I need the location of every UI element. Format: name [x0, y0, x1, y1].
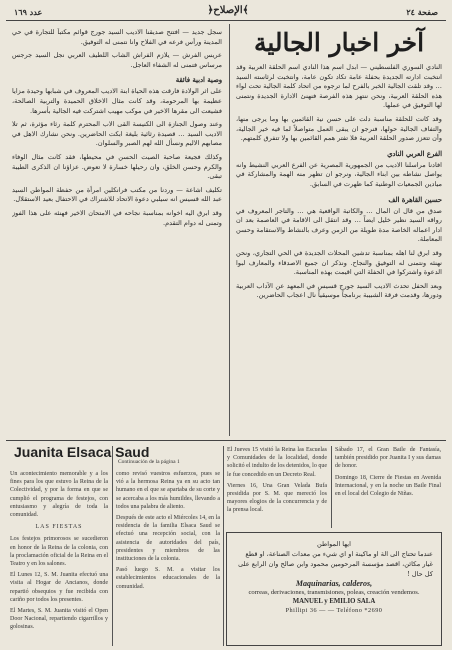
page-number-label: صفحة ٢٤	[406, 7, 438, 17]
spanish-paragraph: Domingo 18, Cierre de Fiestas en Avenida Internacional, y en la noche un Baile Final en el local del Colegio de Niñas.	[335, 474, 441, 498]
spanish-paragraph: como revisó vuestros esfuerzos, pues se vió a la hermosa Reina ya en su acto tan humano en el que se apartaba de su corte y se acercaba a los más humildes, llevando a todos una palabra de aliento.	[116, 471, 220, 510]
spanish-column-4	[335, 446, 441, 528]
column-divider	[112, 446, 113, 646]
spanish-paragraph: Pasó luego S. M. a visitar los establecimientos educacionales de la comunidad.	[116, 567, 220, 590]
spanish-article-title: Juanita Elsaca Saud	[14, 444, 150, 460]
section-subheading: حسين القاهرة الف	[388, 195, 442, 204]
article-paragraph: وبعد الحفل تحدث الاديب السيد جورج قسيس في المعهد عن الآداب العربية ودورها، وقدمت فرقة الشبيبة برنامجاً موسيقياً نال اعجاب الحاضرين.	[236, 281, 442, 300]
column-divider	[331, 446, 332, 528]
continued-note: Continuación de la página 1	[118, 459, 180, 465]
section-subheading: الفرع العربي النادي	[387, 149, 442, 158]
spanish-paragraph: Los festejos primorosos se sucedieron en honor de la Reina de la colonia, con la proclamación oficial de la Reina en el Teatro y en los salones.	[10, 536, 108, 568]
page-header	[8, 4, 444, 20]
article-paragraph: وكذلك فجيعة صاحبة الصيت الحسن في محيطها، فقد كانت مثال الوفاء والكرم وحسن الخلق، وان رحيلها خسارة لا تعوض. عزاؤنا ان الذكرى الطيبة تبقى.	[12, 152, 222, 181]
column-divider	[229, 24, 230, 436]
header-rule	[6, 20, 446, 21]
ad-brand: Maquinarias, calderos,	[295, 579, 373, 588]
middle-article-body	[12, 28, 222, 228]
article-paragraph: النادي السوري الفلسطيني — ابدل اسم هذا النادي اسم الحلقة العربية وقد انتخبت ادارته الجديدة بحفلة عامة تكاد تكون عامة، وانتخبت لرئاسته السيد … وقد تلقت الجالية الخبر بالفرح لما ترجوه من اتحاد كلمة الجالية تحت لواء هذه الحلقة العربية، ونحن ننتهز هذه الفرصة فنهنئ الادارة الجديدة ونتمنى لها التوفيق في عملها.	[236, 63, 442, 110]
right-article-column	[236, 26, 442, 436]
spanish-paragraph: El Martes, S. M. Juanita visitó el Open Door Nacional, repartiendo cigarrillos y golosinas.	[10, 608, 108, 631]
column-divider	[223, 446, 224, 646]
spanish-paragraph: LAS FIESTAS	[35, 524, 83, 531]
article-paragraph: على اثر الولادة فارقت هذه الحياة ابنة الاديب المعروف في شبابها وحيدة مزايا عظيمة بها المرحومة، وقد كانت مثال الاخلاق الحميدة والتربية الصالحة، فشيعت الى مقرها الاخير في موكب مهيب اشتركت فيه الجالية بأسرها.	[12, 87, 222, 115]
article-paragraph: عريس الفرش — يلازم الفراش الشاب اللطيف العربي نجل السيد جرجس مرساس فتمنى له الشفاء العاجل.	[12, 51, 222, 69]
spanish-paragraph: Sábado 17, el Gran Baile de Fantasía, también presidido por Juanita I y sus damas de honor.	[335, 447, 441, 470]
section-rule	[6, 440, 446, 441]
spanish-column-2	[116, 470, 220, 646]
ad-arabic-line-1: ايها المواطن	[317, 540, 351, 548]
ad-owners: MANUEL y EMILIO SALA	[292, 598, 376, 605]
spanish-column-1	[10, 470, 108, 646]
ad-description: correas, derivaciones, transmisiones, poleas, creación vendemos.	[248, 589, 420, 596]
section-subheading: وصية ادبية فائقة	[175, 76, 222, 85]
advertisement-spanish	[227, 579, 441, 615]
spanish-paragraph: El Jueves 15 visitó la Reina las Escuelas y Comunidades de la localidad, donde solicitó el indulto de los detenidos, lo que le fue concedido en un Decreto Real.	[227, 447, 327, 478]
article-paragraph: افادنا مراسلنا الاديب من الجمهورية المصرية عن الفرع العربي النشيط وانه يواصل نشاطه بين ابناء الجالية، ونرجو ان تظهر منه الهمة والمشاركة في ميادين الجمعيات الوطنية كما ظهرت في السابق.	[236, 160, 442, 188]
middle-article-column	[12, 28, 222, 436]
article-paragraph: وقد ابرق اليه اخوانه بمناسبة نجاحه في الامتحان الاخير فهنئه على هذا الفوز وتمنى له دوام التقدم.	[12, 208, 222, 227]
advertisement-box	[226, 532, 442, 646]
spanish-paragraph: Después de este acto el Miércoles 14, en la residencia de la familia Elsaca Saud se efectuó una recepción social, con la asistencia de autoridades del país, presidentes y miembros de las instituciones de la colonia.	[116, 515, 220, 563]
article-paragraph: وقد ابرق لنا اهله بمناسبة تدشين المحلات الجديدة في الحي التجاري، ونحن نهنئه ونتمنى له التوفيق والنجاح. ونذكر ان جميع الاصدقاء والمعارف لبوا الدعوة واشتركوا في الحفلة التي اقيمت بهذه المناسبة.	[236, 248, 442, 277]
ad-address-phone: Phillipi 36 — — Teléfono *2690	[285, 607, 383, 614]
article-paragraph: وقد كانت للحلقة مناسبة دلت على حسن نية القائمين بها وما يرجى منها، والتفاف الجالية حولها، فنرجو ان يبقى العمل متواصلاً لما فيه خير الجالية، وأن تتعزز صدور الحلقة العربية فلا تفتر همم القائمين بها ولا تتفرق كلمتهم.	[236, 114, 442, 143]
article-paragraph: سجل جديد — افتتح صديقنا الاديب السيد جورج قوائم مكتباً للتجارة في حي المدينة ورأس فرعه في الفلاح وانا نتمنى له التوفيق.	[12, 28, 222, 46]
article-paragraph: وعند وصول الجنازة الى الكنيسة القى الاب المحترم كلمة رثاء مؤثرة، ثم تلا الاديب السيد … قصيدة رثائية بليغة ابكت الحاضرين. ونحن نشارك الاهل في مصابهم الاليم ونسأل الله لهم الصبر والسلوان.	[12, 120, 222, 148]
spanish-paragraph: Viernes 16, Una Gran Velada Bufa presidida por S. M. que mereció los mayores elogios de la concurrencia y de la prensa local.	[227, 482, 327, 514]
right-article-body	[236, 63, 442, 301]
spanish-column-3	[227, 446, 327, 528]
article-paragraph: تكليف اشاعة — وردنا من مكتب فرانكلين امرأة من حفظة المواطن السيد عبد الله قسيس انه سيلبي دعوة الاتحاد للاشتراك في الاحتفال بعيد الاستقلال.	[12, 185, 222, 204]
article-headline: آخر اخبار الجالية	[253, 28, 425, 57]
advertisement-arabic	[227, 533, 441, 579]
masthead-title: ﴿الإصلاح﴾	[207, 5, 249, 16]
spanish-paragraph: Un acontecimiento memorable y a los fines para los que estuvo la Reina de la Colectividad, y por la forma en que se cumplió el programa de festejos, con entusiasmo y alegría de toda la comunidad.	[10, 471, 108, 519]
issue-number-label: عدد ١٦٩	[14, 7, 43, 17]
article-paragraph: صدق من قال ان المال … والكاتبة الواقعية هي … والتاجر المعروف في رواقه السيد نظير خليل ايضاً … وقد انتقل الى الاقامة في العاصمة بعد ان ادار اعماله الخاصة مدة طويلة من الزمن وعرف بالنشاط والاستقامة وحسن المعاملة.	[236, 206, 442, 244]
ad-arabic-line-2: عندما تحتاج الى الة او ماكينة او اي شيء من معدات الصناعة، او قطع غيار مكائن، اقصد مؤسسة المرحومين محمود وابن صالح وان الرابع على كل حال !	[238, 550, 433, 578]
spanish-paragraph: El Lunes 12, S. M. Juanita efectuó una visita al Hogar de Ancianos, donde repartió obsequios y fue recibida con cariño por todos los presentes.	[10, 572, 108, 603]
